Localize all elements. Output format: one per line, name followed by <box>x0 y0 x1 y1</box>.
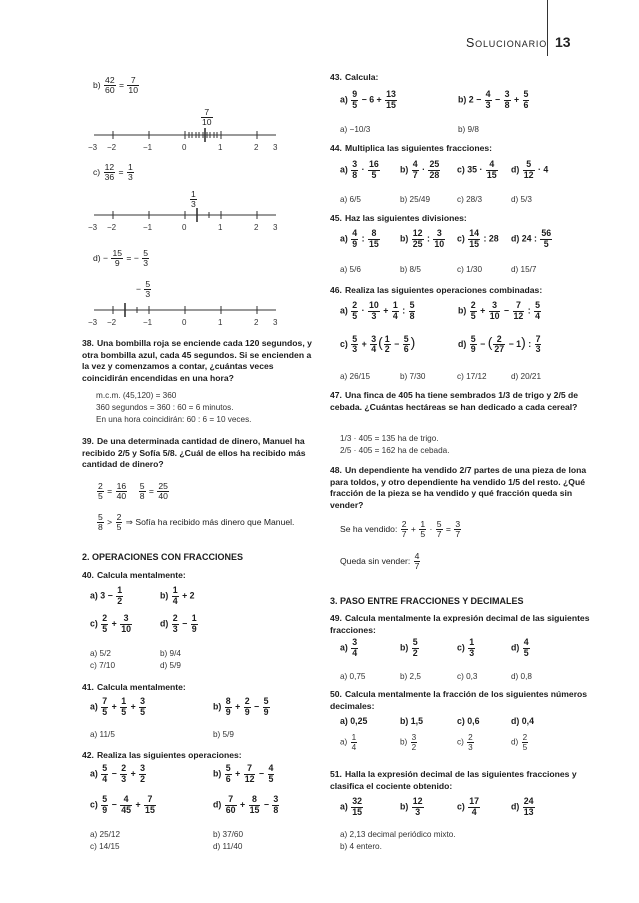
answers-42-right: b) 37/60 d) 11/40 <box>213 830 244 851</box>
exercise-51b: b) $\frac{12}{3}$ <box>400 796 423 817</box>
number-line-mark-label: $\frac{7}{10}$ <box>202 107 212 128</box>
answer-41a: a) 11/5 <box>90 730 115 739</box>
svg-text:0: 0 <box>182 318 187 327</box>
exercise-50a: a) 0,25 <box>340 716 368 726</box>
answer-49c: c) 0,3 <box>457 672 478 681</box>
question-49: 49. Calcula mentalmente la expresión decimal de las siguientes fracciones: <box>330 613 590 635</box>
tick-label: 1 <box>218 143 223 152</box>
exercise-44c: c) 35 · $\frac{4}{15}$ <box>457 159 497 180</box>
tick-label: −2 <box>107 143 117 152</box>
exercise-41b: b) $\frac{8}{9}$ + $\frac{2}{9}$ − $\frac{5}{9}$ <box>213 696 269 717</box>
svg-text:−3: −3 <box>88 318 98 327</box>
exercise-45a: a) $\frac{4}{9}$ : $\frac{8}{15}$ <box>340 228 379 249</box>
exercise-45c: c) $\frac{14}{15}$ : 28 <box>457 228 499 249</box>
exercise-42d: d) $\frac{7}{60}$ + $\frac{8}{15}$ − $\frac{3}{8}$ <box>213 794 279 815</box>
answer-49d: d) 0,8 <box>511 672 532 681</box>
svg-text:−2: −2 <box>107 318 117 327</box>
exercise-43b: b) 2 − $\frac{4}{3}$ − $\frac{3}{8}$ + $\frac{5}{6}$ <box>458 89 529 110</box>
answer-43b: b) 9/8 <box>458 125 479 134</box>
fraction: $\frac{1}{3}$ <box>127 162 133 183</box>
answer-43a: a) −10/3 <box>340 125 371 134</box>
answer-44a: a) 6/5 <box>340 195 361 204</box>
fraction: $\frac{15}{9}$ <box>112 248 123 269</box>
question-43: 43. Calcula: <box>330 72 379 82</box>
number-line-mark-label: − $\frac{5}{3}$ <box>136 279 151 300</box>
tick-label: −1 <box>143 143 153 152</box>
answers-40-left: a) 5/2 c) 7/10 <box>90 649 116 670</box>
answer-39-line1: $\frac{2}{5}$ = $\frac{16}{40}$ $\frac{5}{8}$ = $\frac{25}{40}$ <box>98 481 168 502</box>
tick-label: 0 <box>182 143 187 152</box>
fraction: $\frac{5}{3}$ <box>143 248 149 269</box>
answers-42-left: a) 25/12 c) 14/15 <box>90 830 121 851</box>
question-45: 45. Haz las siguientes divisiones: <box>330 213 467 223</box>
answer-50b: b) $\frac{3}{2}$ <box>400 733 417 753</box>
svg-text:−2: −2 <box>107 223 117 232</box>
exercise-49a: a) $\frac{3}{4}$ <box>340 637 358 658</box>
svg-text:1: 1 <box>218 223 223 232</box>
fraction: $\frac{12}{36}$ <box>104 162 115 183</box>
question-44: 44. Multiplica las siguientes fracciones: <box>330 143 493 153</box>
exercise-44d: d) $\frac{5}{12}$ · 4 <box>511 159 549 180</box>
answer-45d: d) 15/7 <box>511 265 537 274</box>
answer-50d: d) $\frac{2}{5}$ <box>511 733 528 753</box>
exercise-40a: a) 3 − $\frac{1}{2}$ <box>90 585 123 606</box>
answer-50a: a) $\frac{1}{4}$ <box>340 733 357 753</box>
svg-text:−3: −3 <box>88 223 98 232</box>
svg-text:3: 3 <box>273 318 278 327</box>
number-line-mark-label: $\frac{1}{3}$ <box>191 189 196 210</box>
exercise-43a: a) $\frac{9}{5}$ − 6 + $\frac{13}{15}$ <box>340 89 396 110</box>
exercise-42a: a) $\frac{5}{4}$ − $\frac{2}{3}$ + $\frac{3}{2}$ <box>90 763 146 784</box>
number-line-d <box>90 303 280 327</box>
answer-51: a) 2,13 decimal periódico mixto. b) 4 entero. <box>340 830 456 851</box>
answer-39-line2: $\frac{5}{8}$ > $\frac{2}{5}$ ⇒ Sofía ha recibido más dinero que Manuel. <box>98 512 295 533</box>
number-line-c <box>90 208 280 232</box>
exercise-50c: c) 0,6 <box>457 716 480 726</box>
svg-text:3: 3 <box>273 223 278 232</box>
exercise-44a: a) $\frac{3}{8}$ · $\frac{16}{5}$ <box>340 159 379 180</box>
answer-46c: c) 17/12 <box>457 372 487 381</box>
tick-label: 2 <box>254 143 259 152</box>
svg-text:−1: −1 <box>143 223 153 232</box>
question-41: 41. Calcula mentalmente: <box>82 682 186 692</box>
answer-44c: c) 28/3 <box>457 195 483 204</box>
item-label: b) <box>93 80 101 91</box>
exercise-50d: d) 0,4 <box>511 716 534 726</box>
answer-46b: b) 7/30 <box>400 372 426 381</box>
section-3-title: 3. PASO ENTRE FRACCIONES Y DECIMALES <box>330 596 524 606</box>
exercise-50b: b) 1,5 <box>400 716 423 726</box>
exercise-49c: c) $\frac{1}{3}$ <box>457 637 475 658</box>
number-line-b <box>90 128 280 152</box>
answer-45b: b) 8/5 <box>400 265 421 274</box>
answer-44d: d) 5/3 <box>511 195 532 204</box>
item-d: d) − $\frac{15}{9}$ = − $\frac{5}{3}$ <box>93 248 149 269</box>
answer-44b: b) 25/49 <box>400 195 431 204</box>
item-c: c) $\frac{12}{36}$ = $\frac{1}{3}$ <box>93 162 133 183</box>
exercise-42c: c) $\frac{5}{9}$ − $\frac{4}{45}$ + $\frac{7}{15}$ <box>90 794 155 815</box>
exercise-46a: a) $\frac{2}{5}$ · $\frac{10}{3}$ + $\frac{1}{4}$ : $\frac{5}{8}$ <box>340 300 415 321</box>
answer-48-sold: Se ha vendido: $\frac{2}{7}$ + $\frac{1}{5}$ · $\frac{5}{7}$ = $\frac{3}{7}$ <box>340 519 461 540</box>
exercise-46b: b) $\frac{2}{5}$ + $\frac{3}{10}$ − $\frac{7}{12}$ : $\frac{5}{4}$ <box>458 300 541 321</box>
answer-45a: a) 5/6 <box>340 265 361 274</box>
exercise-51c: c) $\frac{17}{4}$ <box>457 796 480 817</box>
svg-text:2: 2 <box>254 318 259 327</box>
svg-text:−1: −1 <box>143 318 153 327</box>
item-b: b) $\frac{42}{60}$ = $\frac{7}{10}$ <box>93 75 138 96</box>
question-40: 40. Calcula mentalmente: <box>82 570 186 580</box>
svg-text:0: 0 <box>182 223 187 232</box>
exercise-46d: d) $\frac{5}{9}$ − ( $\frac{2}{27}$ − 1) : $\frac{7}{3}$ <box>458 333 541 355</box>
answer-45c: c) 1/30 <box>457 265 483 274</box>
fraction: $\frac{42}{60}$ <box>105 75 115 96</box>
tick-label: −3 <box>88 143 98 152</box>
exercise-42b: b) $\frac{5}{6}$ + $\frac{7}{12}$ − $\frac{4}{5}$ <box>213 763 274 784</box>
answer-48-left: Queda sin vender: $\frac{4}{7}$ <box>340 551 420 572</box>
exercise-45d: d) 24 : $\frac{56}{5}$ <box>511 228 552 249</box>
header-title: Solucionario <box>466 36 547 50</box>
right-column <box>320 0 639 903</box>
answer-46d: d) 20/21 <box>511 372 542 381</box>
exercise-51a: a) $\frac{32}{15}$ <box>340 796 363 817</box>
exercise-41a: a) $\frac{7}{5}$ + $\frac{1}{5}$ + $\frac{3}{5}$ <box>90 696 146 717</box>
exercise-45b: b) $\frac{12}{25}$ : $\frac{3}{10}$ <box>400 228 445 249</box>
answer-41b: b) 5/9 <box>213 730 234 739</box>
answer-46a: a) 26/15 <box>340 372 371 381</box>
exercise-44b: b) $\frac{4}{7}$ · $\frac{25}{28}$ <box>400 159 440 180</box>
exercise-49b: b) $\frac{5}{2}$ <box>400 637 418 658</box>
section-2-title: 2. OPERACIONES CON FRACCIONES <box>82 552 244 562</box>
exercise-40c: c) $\frac{2}{5}$ + $\frac{3}{10}$ <box>90 613 132 634</box>
answers-40-right: b) 9/4 d) 5/9 <box>160 649 181 670</box>
question-50: 50. Calcula mentalmente la fracción de los siguientes números decimales: <box>330 689 588 711</box>
exercise-40d: d) $\frac{2}{3}$ − $\frac{1}{9}$ <box>160 613 197 634</box>
question-38: 38. Una bombilla roja se enciende cada 120 segundos, y otra bombilla azul, cada 45 segundos. Si se encienden a la vez y comenzamos a contar, ¿cuántas veces coincidirán encendidas en una hora? <box>82 338 312 383</box>
page-number: 13 <box>555 34 571 50</box>
tick-label: 3 <box>273 143 278 152</box>
question-51: 51. Halla la expresión decimal de las siguientes fracciones y clasifica el cociente obtenido: <box>330 769 577 791</box>
exercise-49d: d) $\frac{4}{5}$ <box>511 637 529 658</box>
answer-49b: b) 2,5 <box>400 672 421 681</box>
question-48: 48. Un dependiente ha vendido 2/7 partes de una pieza de lona para toldos, y otro dependiente ha vendido 1/5 del resto. ¿Qué fracción de la pieza se ha vendido y qué fracción queda sin vender? <box>330 465 587 510</box>
exercise-51d: d) $\frac{24}{13}$ <box>511 796 534 817</box>
answer-50c: c) $\frac{2}{3}$ <box>457 733 473 753</box>
question-39: 39. De una determinada cantidad de dinero, Manuel ha recibido 2/5 y Sofía 5/8. ¿Cuál de ellos ha recibido más cantidad de dinero? <box>82 436 306 470</box>
svg-text:2: 2 <box>254 223 259 232</box>
svg-text:1: 1 <box>218 318 223 327</box>
question-47: 47. Una finca de 405 ha tiene sembrados 1/3 de trigo y 2/5 de cebada. ¿Cuántas hectáreas se han dedicado a cada cereal? <box>330 390 579 412</box>
fraction: $\frac{7}{10}$ <box>128 75 138 96</box>
answer-38: m.c.m. (45,120) = 360 360 segundos = 360 : 60 = 6 minutos. En una hora coincidirán: 60 : 6 = 10 veces. <box>96 391 252 424</box>
question-46: 46. Realiza las siguientes operaciones combinadas: <box>330 285 543 295</box>
answer-47: 1/3 · 405 = 135 ha de trigo. 2/5 · 405 = 162 ha de cebada. <box>340 434 450 455</box>
exercise-40b: b) $\frac{1}{4}$ + 2 <box>160 585 195 606</box>
question-42: 42. Realiza las siguientes operaciones: <box>82 750 242 760</box>
exercise-46c: c) $\frac{5}{3}$ + $\frac{3}{4}$ ( $\frac{1}{2}$ − $\frac{5}{6}$ ) <box>340 333 416 355</box>
answer-49a: a) 0,75 <box>340 672 366 681</box>
